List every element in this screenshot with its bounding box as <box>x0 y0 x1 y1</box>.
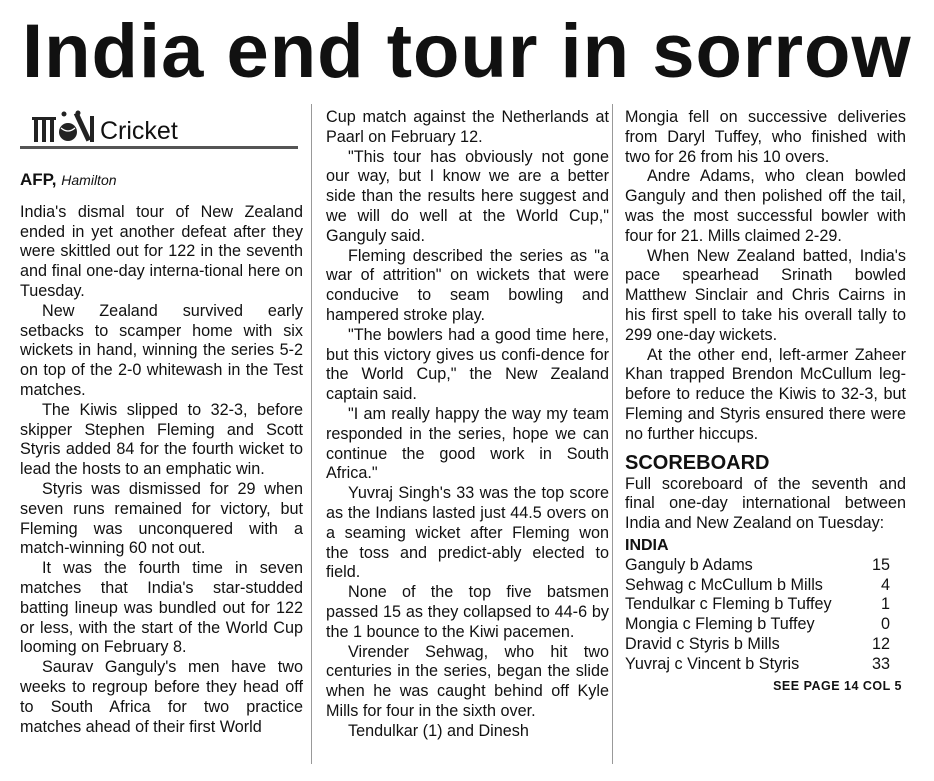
batsman: Yuvraj c Vincent b Styris <box>625 654 800 673</box>
batsman: Dravid c Styris b Mills <box>625 634 780 653</box>
paragraph: Yuvraj Singh's 33 was the top score as the Indians lasted just 44.5 overs on a seaming wicket after Fleming won the toss and predict-ably elected to field. <box>326 484 609 582</box>
scoreboard-row <box>625 655 906 675</box>
batsman: Sehwag c McCullum b Mills <box>625 575 823 594</box>
column-divider <box>311 104 312 764</box>
runs: 33 <box>871 654 890 673</box>
article-column-2 <box>326 108 609 742</box>
scoreboard-row <box>625 556 906 576</box>
runs: 0 <box>880 615 890 634</box>
paragraph: Fleming described the series as "a war of attrition" on wickets that were conducive to seam bowling and hampered stroke play. <box>326 246 609 324</box>
column-divider <box>612 104 613 764</box>
paragraph: Styris was dismissed for 29 when seven runs remained for victory, but Fleming was unconquered with a match-winning 60 not out. <box>20 479 303 558</box>
runs: 4 <box>880 575 890 594</box>
paragraph: Saurav Ganguly's men have two weeks to regroup before they head off to South Africa for two practice matches ahead of their first World <box>20 658 303 736</box>
category-header <box>20 108 303 156</box>
paragraph: "The bowlers had a good time here, but this victory gives us confi-dence for the World Cup," the New Zealand captain said. <box>326 325 609 404</box>
byline-location: Hamilton <box>61 172 117 188</box>
scoreboard-title: SCOREBOARD <box>625 451 770 474</box>
continued-note: SEE PAGE 14 COL 5 <box>773 678 902 693</box>
paragraph: Andre Adams, who clean bowled Ganguly and then polished off the tail, was the most successful bowler with four for 21. Mills claimed 2-29. <box>625 167 906 245</box>
batsman: Ganguly b Adams <box>625 555 753 574</box>
scoreboard-intro: Full scoreboard of the seventh and final one-day international between India and New Zealand on Tuesday: <box>625 474 906 533</box>
runs: 12 <box>871 634 890 653</box>
scoreboard-team: INDIA <box>625 536 669 554</box>
category-rule <box>20 146 298 149</box>
cricket-logo-icon <box>28 108 108 148</box>
scoreboard-row <box>625 635 906 655</box>
paragraph: Virender Sehwag, who hit two centuries in the series, began the slide when he was caught behind off Kyle Mills for four in the sixth over. <box>326 642 609 720</box>
paragraph: None of the top five batsmen passed 15 as they collapsed to 44-6 by the 1 bounce to the Kiwi pacemen. <box>326 583 609 641</box>
paragraph: Cup match against the Netherlands at Paarl on February 12. <box>326 108 609 146</box>
headline: India end tour in sorrow <box>22 9 912 94</box>
article-column-1 <box>20 108 303 737</box>
batsman: Mongia c Fleming b Tuffey <box>625 615 815 634</box>
paragraph: Mongia fell on successive deliveries from Daryl Tuffey, who finished with two for 26 from his 10 overs. <box>625 108 906 166</box>
paragraph: India's dismal tour of New Zealand ended in yet another defeat after they were skittled out for 122 in the seventh and final one-day interna-tional here on Tuesday. <box>20 202 303 300</box>
paragraph: "I am really happy the way my team responded in the series, hope we can continue the good work in South Africa." <box>326 404 609 483</box>
byline-agency: AFP, <box>20 170 57 189</box>
scoreboard-row <box>625 615 906 635</box>
paragraph: The Kiwis slipped to 32-3, before skipper Stephen Fleming and Scott Styris added 84 for the fourth wicket to lead the hosts to an emphatic win. <box>20 400 303 479</box>
runs: 1 <box>880 595 890 614</box>
scoreboard-row <box>625 595 906 615</box>
category-label: Cricket <box>100 117 178 145</box>
paragraph: New Zealand survived early setbacks to scamper home with six wickets in hand, winning the series 5-2 on top of the 2-0 whitewash in the Test matches. <box>20 301 303 399</box>
article-column-3 <box>625 108 906 696</box>
runs: 15 <box>871 555 890 574</box>
scoreboard-row <box>625 576 906 596</box>
byline <box>20 170 303 191</box>
paragraph: At the other end, left-armer Zaheer Khan trapped Brendon McCullum leg-before to reduce the Kiwis to 32-3, but Fleming and Styris ensured there were no further hiccups. <box>625 345 906 443</box>
batsman: Tendulkar c Fleming b Tuffey <box>625 595 832 614</box>
paragraph: Tendulkar (1) and Dinesh <box>348 721 529 740</box>
paragraph: It was the fourth time in seven matches that India's star-studded batting lineup was bundled out for 122 or less, with the start of the World Cup looming on February 8. <box>20 559 303 657</box>
paragraph: When New Zealand batted, India's pace spearhead Srinath bowled Matthew Sinclair and Chris Cairns in his first spell to take his overall tally to 299 one-day wickets. <box>625 246 906 344</box>
paragraph: "This tour has obviously not gone our way, but I know we are a better side than the results here suggest and we will do well at the World Cup," Ganguly said. <box>326 147 609 245</box>
